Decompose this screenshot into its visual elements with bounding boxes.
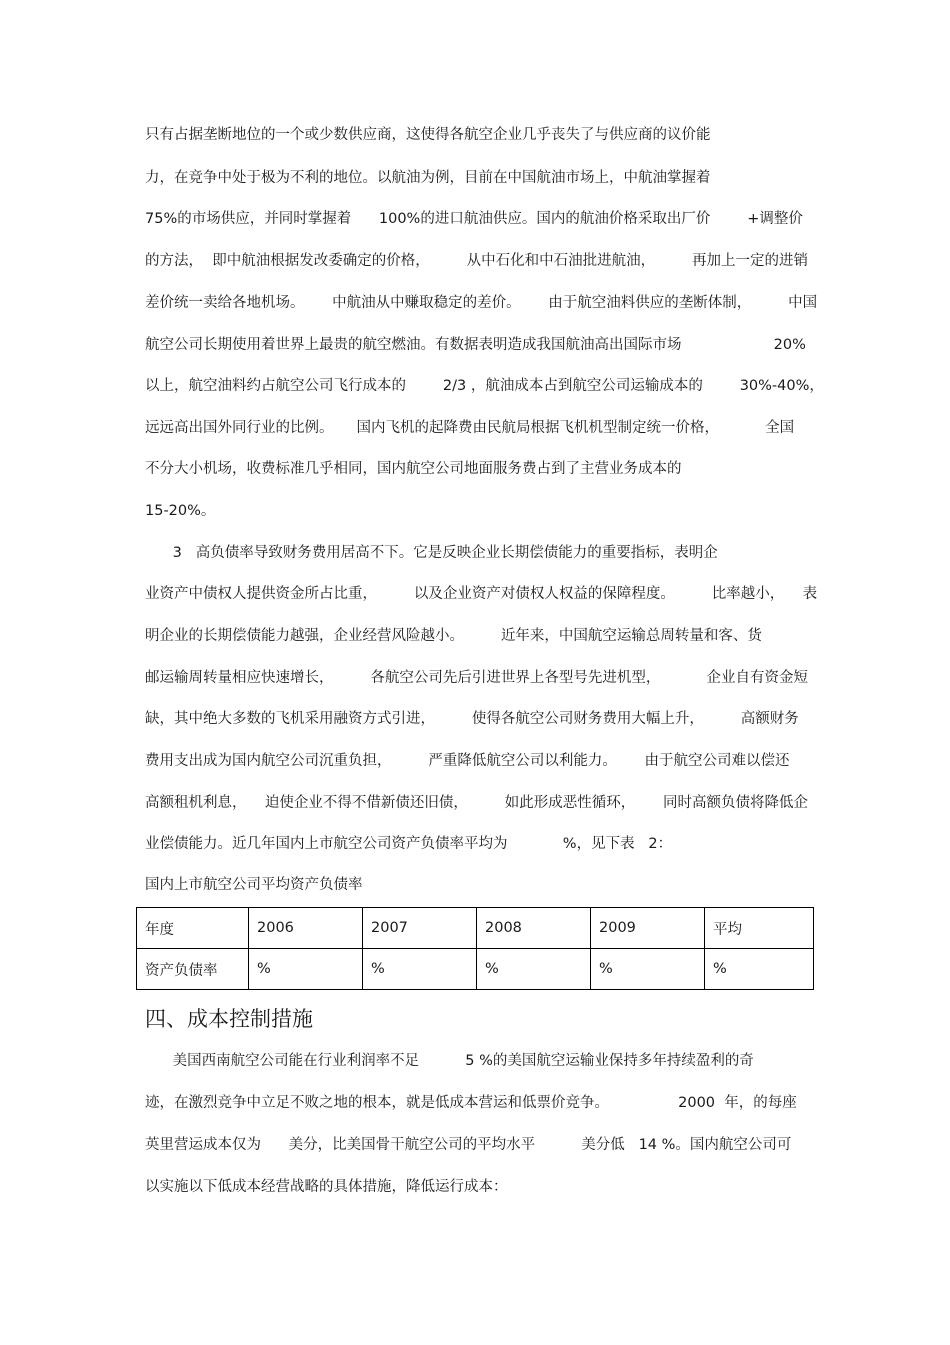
paragraph-1-line: 只有占据垄断地位的一个或少数供应商，这使得各航空企业几乎丧失了与供应商的议价能 — [145, 127, 711, 143]
paragraph-1-line: 的方法， 即中航油根据发改委确定的价格， 从中石化和中石油批进航油， 再加上一定的进销 — [145, 253, 808, 269]
paragraph-2-line: 业偿债能力。近几年国内上市航空公司资产负债率平均为 %，见下表 2： — [145, 836, 673, 852]
debt-ratio-table — [136, 907, 814, 990]
table-cell: % — [591, 949, 705, 990]
paragraph-3-line: 以实施以下低成本经营战略的具体措施，降低运行成本： — [145, 1179, 508, 1195]
paragraph-3-line: 英里营运成本仅为 美分，比美国骨干航空公司的平均水平 美分低 14 %。国内航空公司可 — [145, 1137, 792, 1153]
paragraph-1-line: 差价统一卖给各地机场。 中航油从中赚取稳定的差价。 由于航空油料供应的垄断体制， 中国 — [145, 295, 818, 311]
table-cell: % — [705, 949, 814, 990]
table-cell: 平均 — [705, 908, 814, 949]
paragraph-1-line: 力，在竞争中处于极为不利的地位。以航油为例，目前在中国航油市场上，中航油掌握着 — [145, 170, 711, 186]
table-header-row — [137, 908, 814, 949]
paragraph-2-line: 费用支出成为国内航空公司沉重负担， 严重降低航空公司以利能力。 由于航空公司难以偿还 — [145, 753, 790, 769]
table-cell: % — [477, 949, 591, 990]
paragraph-2-line: 3 高负债率导致财务费用居高不下。它是反映企业长期偿债能力的重要指标，表明企 — [145, 545, 718, 561]
section-heading: 四、成本控制措施 — [145, 1007, 313, 1031]
paragraph-1-line: 不分大小机场，收费标准几乎相同，国内航空公司地面服务费占到了主营业务成本的 — [145, 461, 682, 477]
paragraph-2-line: 明企业的长期偿债能力越强，企业经营风险越小。 近年来，中国航空运输总周转量和客、货 — [145, 628, 762, 644]
table-cell: 2006 — [249, 908, 363, 949]
paragraph-2-line: 业资产中债权人提供资金所占比重， 以及企业资产对债权人权益的保障程度。 比率越小， 表 — [145, 586, 818, 602]
paragraph-1-line: 航空公司长期使用着世界上最贵的航空燃油。有数据表明造成我国航油高出国际市场 20% — [145, 337, 806, 353]
table-cell: 2007 — [363, 908, 477, 949]
paragraph-1-line: 以上，航空油料约占航空公司飞行成本的 2/3 ，航油成本占到航空公司运输成本的 30%-40%， — [145, 378, 824, 394]
paragraph-3-line: 美国西南航空公司能在行业利润率不足 5 %的美国航空运输业保持多年持续盈利的奇 — [145, 1053, 754, 1069]
table-cell: 资产负债率 — [137, 949, 249, 990]
paragraph-3-line: 迹，在激烈竞争中立足不败之地的根本，就是低成本营运和低票价竞争。 2000 年，的每座 — [145, 1095, 797, 1111]
table-caption: 国内上市航空公司平均资产负债率 — [145, 877, 363, 893]
table-cell: 年度 — [137, 908, 249, 949]
paragraph-1-line: 15-20%。 — [145, 503, 216, 519]
table-cell: % — [249, 949, 363, 990]
table-cell: 2009 — [591, 908, 705, 949]
table-row — [137, 949, 814, 990]
paragraph-1-line: 远远高出国外同行业的比例。 国内飞机的起降费由民航局根据飞机机型制定统一价格， 全国 — [145, 420, 795, 436]
paragraph-1-line: 75%的市场供应，并同时掌握着 100%的进口航油供应。国内的航油价格采取出厂价 +调整价 — [145, 211, 803, 227]
table-cell: 2008 — [477, 908, 591, 949]
paragraph-2-line: 高额租机利息， 迫使企业不得不借新债还旧债， 如此形成恶性循环， 同时高额负债将降低企 — [145, 795, 808, 811]
paragraph-2-line: 缺，其中绝大多数的飞机采用融资方式引进， 使得各航空公司财务费用大幅上升， 高额财务 — [145, 711, 799, 727]
paragraph-2-line: 邮运输周转量相应快速增长， 各航空公司先后引进世界上各型号先进机型， 企业自有资金短 — [145, 670, 808, 686]
table-cell: % — [363, 949, 477, 990]
